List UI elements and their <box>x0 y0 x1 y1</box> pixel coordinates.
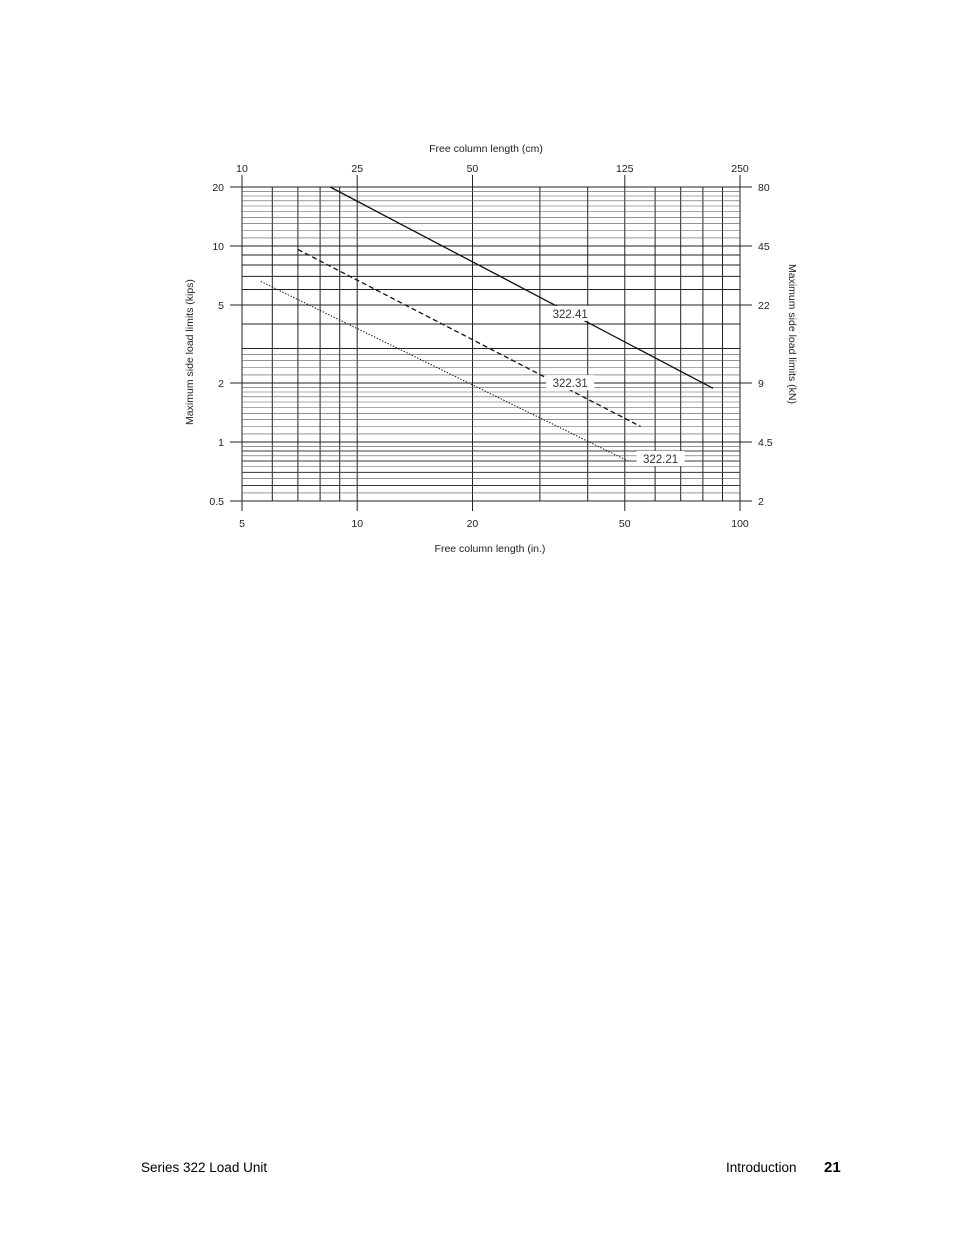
right-tick-label: 45 <box>758 241 770 254</box>
x-tick-label: 100 <box>731 518 749 530</box>
right-axis-title: Maximum side load limits (kN) <box>786 263 798 405</box>
series-layer <box>261 187 713 466</box>
y-tick-label: 2 <box>218 377 224 390</box>
y-tick-label: 0.5 <box>209 496 224 508</box>
top-axis-title: Free column length (cm) <box>429 143 543 155</box>
tick-labels <box>209 163 772 530</box>
x-tick-label: 5 <box>239 518 245 530</box>
right-tick-label: 22 <box>758 300 770 313</box>
top-tick-label: 125 <box>616 163 634 175</box>
top-tick-label: 10 <box>236 163 248 175</box>
x-axis-title: Free column length (in.) <box>434 543 546 555</box>
y-axis-title: Maximum side load limits (kips) <box>184 279 196 425</box>
footer-page-number: 21 <box>824 1159 841 1176</box>
x-tick-label: 20 <box>466 518 479 530</box>
top-tick-label: 250 <box>731 163 749 175</box>
x-tick-label: 10 <box>351 518 364 530</box>
y-tick-label: 5 <box>218 300 224 313</box>
y-tick-label: 10 <box>212 241 224 254</box>
footer-document-title: Series 322 Load Unit <box>141 1160 268 1175</box>
top-tick-label: 25 <box>351 163 364 175</box>
x-tick-label: 50 <box>618 518 631 530</box>
series-label: 322.21 <box>642 453 679 466</box>
right-tick-label: 80 <box>758 182 770 194</box>
series-label: 322.41 <box>552 308 588 321</box>
footer-section: Introduction <box>726 1160 797 1175</box>
top-tick-label: 50 <box>466 163 479 175</box>
right-tick-label: 9 <box>758 377 764 390</box>
chart <box>0 0 954 600</box>
right-tick-label: 4.5 <box>758 436 773 449</box>
series-label: 322.31 <box>552 378 588 391</box>
y-tick-label: 1 <box>218 436 224 449</box>
y-tick-label: 20 <box>212 182 224 194</box>
right-tick-label: 2 <box>758 496 764 508</box>
